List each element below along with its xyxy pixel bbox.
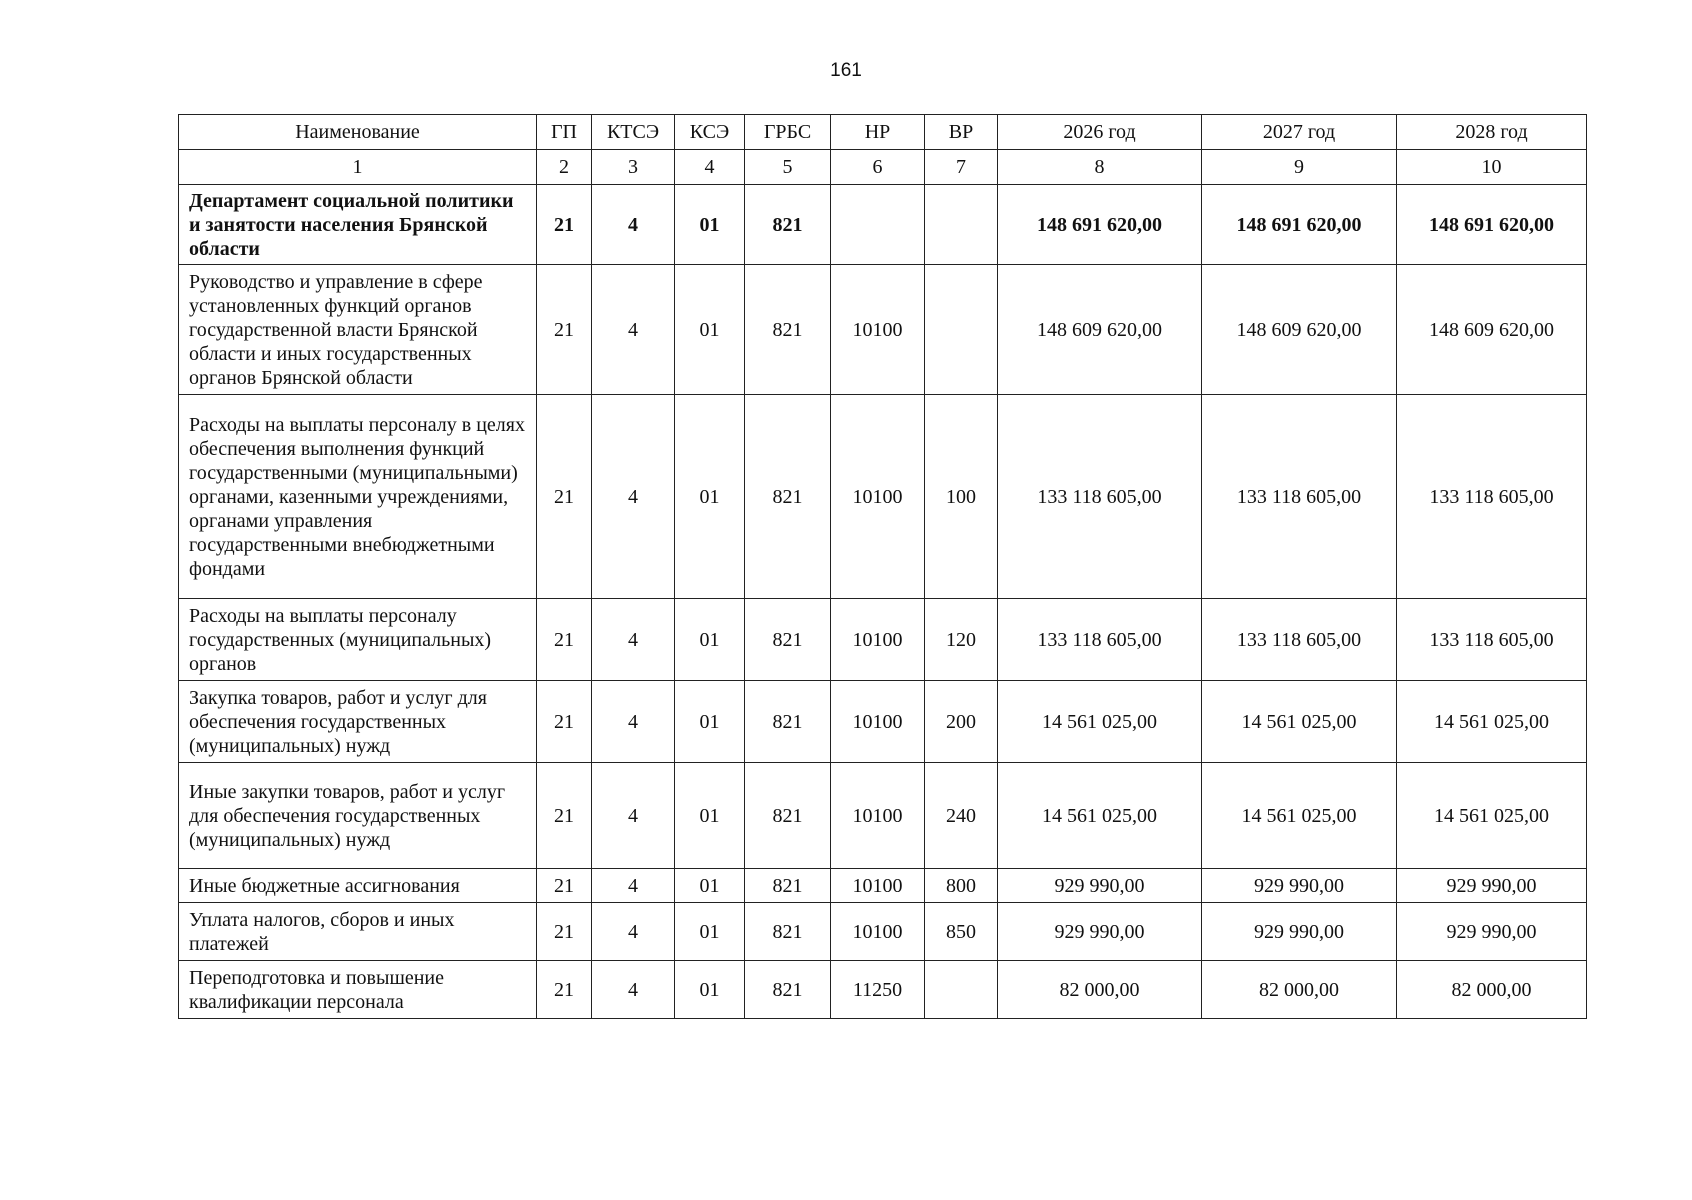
cell-gp: 21 [537, 185, 592, 265]
cell-2027: 14 561 025,00 [1202, 681, 1397, 763]
cell-2026: 929 990,00 [998, 903, 1202, 961]
header-nr: НР [831, 115, 925, 150]
cell-nr: 10100 [831, 681, 925, 763]
cell-gp: 21 [537, 903, 592, 961]
row-name: Закупка товаров, работ и услуг для обеспечения государственных (муниципальных) нужд [179, 681, 537, 763]
column-number: 7 [925, 150, 998, 185]
column-number: 6 [831, 150, 925, 185]
cell-ktse: 4 [592, 185, 675, 265]
cell-kse: 01 [675, 185, 745, 265]
cell-2028: 929 990,00 [1397, 903, 1587, 961]
column-number: 2 [537, 150, 592, 185]
cell-gp: 21 [537, 395, 592, 599]
header-2027: 2027 год [1202, 115, 1397, 150]
table-row [179, 265, 1587, 395]
cell-2028: 14 561 025,00 [1397, 681, 1587, 763]
cell-grbs: 821 [745, 869, 831, 903]
cell-nr [831, 185, 925, 265]
cell-nr: 10100 [831, 265, 925, 395]
cell-2028: 133 118 605,00 [1397, 599, 1587, 681]
cell-gp: 21 [537, 681, 592, 763]
column-number: 9 [1202, 150, 1397, 185]
cell-vr: 240 [925, 763, 998, 869]
cell-2028: 148 691 620,00 [1397, 185, 1587, 265]
cell-ktse: 4 [592, 869, 675, 903]
cell-kse: 01 [675, 869, 745, 903]
cell-ktse: 4 [592, 599, 675, 681]
cell-vr [925, 185, 998, 265]
cell-2026: 82 000,00 [998, 961, 1202, 1019]
cell-kse: 01 [675, 265, 745, 395]
cell-grbs: 821 [745, 395, 831, 599]
cell-ktse: 4 [592, 265, 675, 395]
row-name: Департамент социальной политики и занятости населения Брянской области [179, 185, 537, 265]
cell-grbs: 821 [745, 903, 831, 961]
cell-grbs: 821 [745, 681, 831, 763]
cell-2027: 929 990,00 [1202, 903, 1397, 961]
cell-kse: 01 [675, 961, 745, 1019]
cell-kse: 01 [675, 763, 745, 869]
cell-2028: 14 561 025,00 [1397, 763, 1587, 869]
cell-2026: 929 990,00 [998, 869, 1202, 903]
cell-2026: 14 561 025,00 [998, 681, 1202, 763]
header-2026: 2026 год [998, 115, 1202, 150]
header-name: Наименование [179, 115, 537, 150]
cell-grbs: 821 [745, 961, 831, 1019]
header-2028: 2028 год [1397, 115, 1587, 150]
cell-ktse: 4 [592, 903, 675, 961]
cell-2028: 148 609 620,00 [1397, 265, 1587, 395]
cell-2026: 133 118 605,00 [998, 599, 1202, 681]
table-row [179, 763, 1587, 869]
cell-vr: 100 [925, 395, 998, 599]
table-row [179, 681, 1587, 763]
cell-2026: 14 561 025,00 [998, 763, 1202, 869]
cell-ktse: 4 [592, 681, 675, 763]
cell-vr [925, 961, 998, 1019]
header-gp: ГП [537, 115, 592, 150]
row-name: Переподготовка и повышение квалификации персонала [179, 961, 537, 1019]
cell-gp: 21 [537, 599, 592, 681]
header-vr: ВР [925, 115, 998, 150]
cell-2027: 929 990,00 [1202, 869, 1397, 903]
row-name: Руководство и управление в сфере установленных функций органов государственной власти Брянской области и иных государственных органов Брянской области [179, 265, 537, 395]
cell-grbs: 821 [745, 599, 831, 681]
cell-nr: 10100 [831, 599, 925, 681]
cell-ktse: 4 [592, 763, 675, 869]
cell-kse: 01 [675, 903, 745, 961]
column-number: 4 [675, 150, 745, 185]
column-number: 3 [592, 150, 675, 185]
cell-kse: 01 [675, 395, 745, 599]
cell-gp: 21 [537, 961, 592, 1019]
cell-kse: 01 [675, 599, 745, 681]
cell-nr: 10100 [831, 763, 925, 869]
cell-nr: 10100 [831, 903, 925, 961]
cell-2027: 82 000,00 [1202, 961, 1397, 1019]
cell-vr: 850 [925, 903, 998, 961]
cell-2026: 148 609 620,00 [998, 265, 1202, 395]
table-row [179, 961, 1587, 1019]
cell-ktse: 4 [592, 395, 675, 599]
cell-2027: 148 609 620,00 [1202, 265, 1397, 395]
cell-2027: 148 691 620,00 [1202, 185, 1397, 265]
column-number-row [179, 150, 1587, 185]
header-kse: КСЭ [675, 115, 745, 150]
table-row [179, 599, 1587, 681]
table-row [179, 869, 1587, 903]
row-name: Расходы на выплаты персоналу в целях обеспечения выполнения функций государственными (муниципальными) органами, казенными учреждениями, органами управления государственными внебюджетными фондами [179, 395, 537, 599]
row-name: Уплата налогов, сборов и иных платежей [179, 903, 537, 961]
cell-kse: 01 [675, 681, 745, 763]
column-number: 1 [179, 150, 537, 185]
budget-table [178, 114, 1587, 1019]
table-row [179, 395, 1587, 599]
row-name: Расходы на выплаты персоналу государственных (муниципальных) органов [179, 599, 537, 681]
cell-2026: 133 118 605,00 [998, 395, 1202, 599]
table-row [179, 903, 1587, 961]
cell-2028: 82 000,00 [1397, 961, 1587, 1019]
cell-2028: 133 118 605,00 [1397, 395, 1587, 599]
row-name: Иные закупки товаров, работ и услуг для обеспечения государственных (муниципальных) нужд [179, 763, 537, 869]
cell-2026: 148 691 620,00 [998, 185, 1202, 265]
cell-nr: 10100 [831, 869, 925, 903]
cell-nr: 11250 [831, 961, 925, 1019]
table-row [179, 185, 1587, 265]
cell-grbs: 821 [745, 185, 831, 265]
header-grbs: ГРБС [745, 115, 831, 150]
cell-vr [925, 265, 998, 395]
cell-vr: 120 [925, 599, 998, 681]
column-number: 8 [998, 150, 1202, 185]
cell-nr: 10100 [831, 395, 925, 599]
cell-vr: 200 [925, 681, 998, 763]
cell-ktse: 4 [592, 961, 675, 1019]
cell-2027: 133 118 605,00 [1202, 599, 1397, 681]
column-number: 10 [1397, 150, 1587, 185]
header-ktse: КТСЭ [592, 115, 675, 150]
row-name: Иные бюджетные ассигнования [179, 869, 537, 903]
cell-grbs: 821 [745, 265, 831, 395]
cell-grbs: 821 [745, 763, 831, 869]
cell-gp: 21 [537, 763, 592, 869]
header-row [179, 115, 1587, 150]
cell-2027: 133 118 605,00 [1202, 395, 1397, 599]
column-number: 5 [745, 150, 831, 185]
cell-2027: 14 561 025,00 [1202, 763, 1397, 869]
page-number: 161 [830, 60, 862, 81]
cell-2028: 929 990,00 [1397, 869, 1587, 903]
cell-gp: 21 [537, 869, 592, 903]
cell-vr: 800 [925, 869, 998, 903]
cell-gp: 21 [537, 265, 592, 395]
